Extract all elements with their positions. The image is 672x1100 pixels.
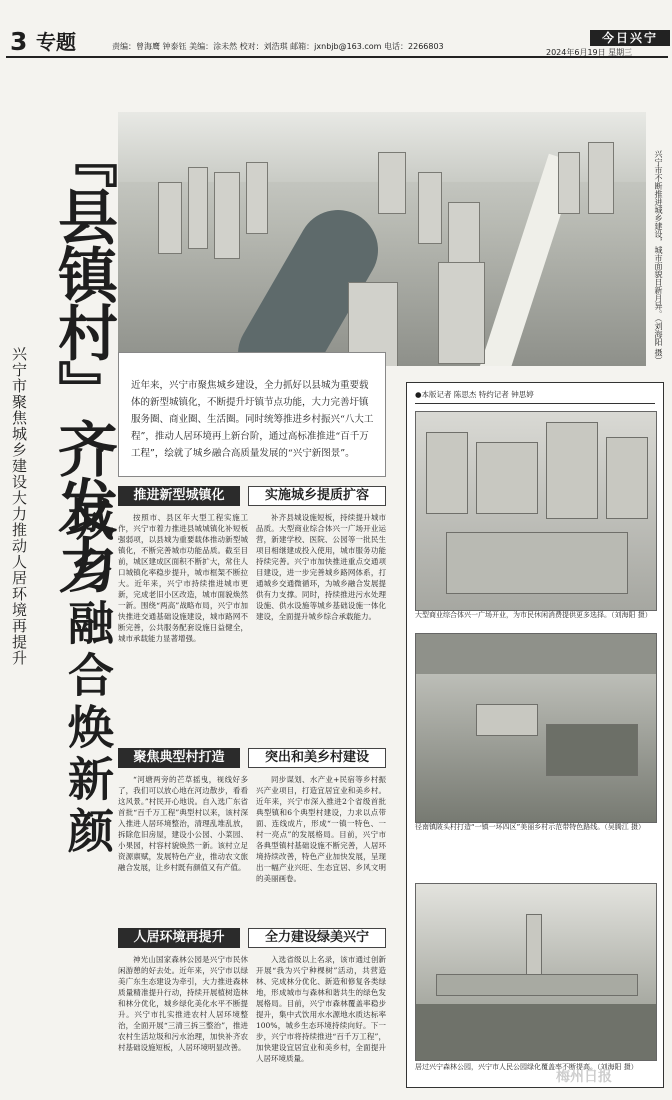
- editor-credits: 责编：曾海鹰 钟泰钰 美编：涂未然 校对：刘浩琪 邮箱：jxnbjb@163.com 电话：2266803: [112, 42, 444, 51]
- section-tag: 人居环境再提升: [118, 928, 240, 948]
- section-head: 突出和美乡村建设: [248, 748, 386, 768]
- section-name: 专题: [36, 30, 76, 54]
- article-column: [256, 512, 386, 740]
- photo-caption: 大型商业综合体兴一广场开业，为市民休闲消费提供更多选择。（刘海阳 摄）: [415, 611, 652, 619]
- section-head: 实施城乡提质扩容: [248, 486, 386, 506]
- section-head: 全力建设绿美兴宁: [248, 928, 386, 948]
- photo-plaza: [446, 532, 628, 594]
- hero-building: [188, 167, 208, 249]
- masthead-logo: 今日兴宁: [590, 30, 670, 46]
- section-heading-1: [118, 486, 386, 506]
- second-title: 城乡融合焕新颜: [61, 495, 115, 859]
- publication-date: 2024年6月19日 星期三: [546, 48, 633, 57]
- article-column: [118, 512, 248, 740]
- photo-village: [415, 633, 657, 823]
- article-column: [118, 774, 248, 914]
- photo-water: [416, 1004, 656, 1060]
- article-text: “河塘两旁的芒草摇曳，视线好多了，我们可以放心地在河边散步，看看这风景。”村民开心地说。自入选广东省首批“百千万工程”典型村以来，该村深入推进人居环境整治，清理乱堆乱放，拆除危旧房屋，建设小公园、小菜园、小果园，村容村貌焕然一新。该村立足资源禀赋，发展特色产业，推动农文旅融合发展，让乡村既有颜值又有产值。: [118, 775, 248, 872]
- hero-building: [246, 162, 268, 234]
- photo-panel: [406, 382, 664, 1088]
- lead-box: [118, 352, 386, 477]
- hero-building: [418, 172, 442, 244]
- photo-building: [426, 432, 468, 514]
- hero-building: [214, 172, 240, 259]
- photo-caption: 径南镇陂头村打造“一镇一环四区”美丽乡村示范带特色路线。（吴腾江 摄）: [415, 823, 645, 831]
- photo-bridge: [436, 974, 638, 996]
- hero-building: [438, 262, 485, 364]
- article-column: [118, 954, 248, 1088]
- hero-building: [558, 152, 580, 214]
- article-text: 按照市、县区年大型工程实施工作，兴宁市着力推进县城城镇化补短板强弱项，以县城为重要载体推动新型城镇化，不断完善城市功能品质。截至目前，城区建成区面积不断扩大，常住人口城镇化率稳步提升，城市框架不断拉大。近年来，兴宁市持续推进城市更新，完成老旧小区改造，城市面貌焕然一新。围绕“两高”战略布局，兴宁市加快推进交通基础设施建设，城市路网不断完善，公共服务配套设施日益健全，城市承载能力显著增强。: [118, 513, 248, 643]
- watermark: 梅州日报: [556, 1069, 612, 1085]
- article-text: 神光山国家森林公园是兴宁市民休闲游憩的好去处。近年来，兴宁市以绿美广东生态建设为牵引，大力推进森林质量精准提升行动，持续开展植树造林和林分优化，城乡绿化美化水平不断提升。兴宁市扎实推进农村人居环境整治，全面开展“三清三拆三整治”，推进农村生活垃圾和污水治理，加快补齐农村基础设施短板，人居环境明显改善。: [118, 955, 248, 1052]
- section-heading-3: [118, 928, 386, 948]
- hero-building: [378, 152, 406, 214]
- article-column: [256, 774, 386, 914]
- photo-shopping-plaza: [415, 411, 657, 611]
- section-tag: 推进新型城镇化: [118, 486, 240, 506]
- hero-caption: 兴宁市不断推进城乡建设，城市面貌日新月异。（刘海阳 摄）: [654, 150, 663, 365]
- photo-building: [606, 437, 648, 519]
- photo-caption: 居过兴宁森林公园，兴宁市人民公园绿化覆盖率不断提高。（刘海阳 摄）: [415, 1063, 638, 1071]
- photo-house: [476, 704, 538, 736]
- photo-building: [476, 442, 538, 514]
- photo-hills: [416, 634, 656, 674]
- lead-text: 近年来，兴宁市聚焦城乡建设，全力抓好以县城为重要载体的新型城镇化，不断提升圩镇节点功能，大力完善圩镇服务圈、商业圈、生活圈。同时统筹推进乡村振兴“八大工程”，推动人居环境再上新台阶，通过高标准推进“百千万工程”，绘就了城乡融合高质量发展的“兴宁新图景”。: [131, 380, 374, 459]
- article-text: 入选省级以上名录，该市通过创新开展“我为兴宁种棵树”活动，共营造林、完成林分优化、新造和修复各类绿地，形成城市与森林和谐共生的绿色发展格局。目前，兴宁市森林覆盖率稳步提升，集中式饮用水水源地水质达标率100%，城乡生态环境持续向好。下一步，兴宁市将持续推进“百千万工程”，加快建设宜居宜业和美乡村，全面提升人居环境质量。: [256, 955, 386, 1063]
- article-column: [256, 954, 386, 1088]
- subtitle: 兴宁市聚焦城乡建设大力推动人居环境再提升: [10, 346, 28, 666]
- page-number: 3: [10, 27, 28, 56]
- hero-aerial-photo: [118, 112, 646, 366]
- section-tag: 聚焦典型村打造: [118, 748, 240, 768]
- main-title: 『县镇村』齐发力: [48, 128, 118, 592]
- photo-park: [415, 883, 657, 1061]
- panel-byline: ●本版记者 陈思杰 特约记者 钟思婷: [415, 389, 655, 404]
- article-text: 补齐县城设施短板，持续提升城市品质。大型商业综合体兴一广场开业运营，新建学校、医院、公园等一批民生项目相继建成投入使用，城市服务功能持续完善。兴宁市加快推进重点交通项目建设，进一步完善城乡路网体系，打通城乡交通微循环，为城乡融合发展提供有力支撑。同时，持续推进污水处理设施、供水设施等城乡基础设施一体化建设，全面提升城乡综合承载能力。: [256, 513, 386, 621]
- hero-building: [588, 142, 614, 214]
- photo-tower: [526, 914, 542, 976]
- photo-building: [546, 422, 598, 519]
- photo-field: [546, 724, 638, 776]
- hero-building: [158, 182, 182, 254]
- page-header: [6, 28, 668, 58]
- section-heading-2: [118, 748, 386, 768]
- article-text: 同步谋划、水产业+民宿等乡村振兴产业项目，打造宜居宜业和美乡村。近年来，兴宁市深入推进2个省级首批典型镇和6个典型村建设，力求以点带面、连线成片，形成“一镇一特色、一村一亮点”的发展格局。目前，兴宁市各典型镇村基础设施不断完善，人居环境持续改善，特色产业加快发展，呈现出一幅产业兴旺、生态宜居、乡风文明的美丽画卷。: [256, 775, 386, 883]
